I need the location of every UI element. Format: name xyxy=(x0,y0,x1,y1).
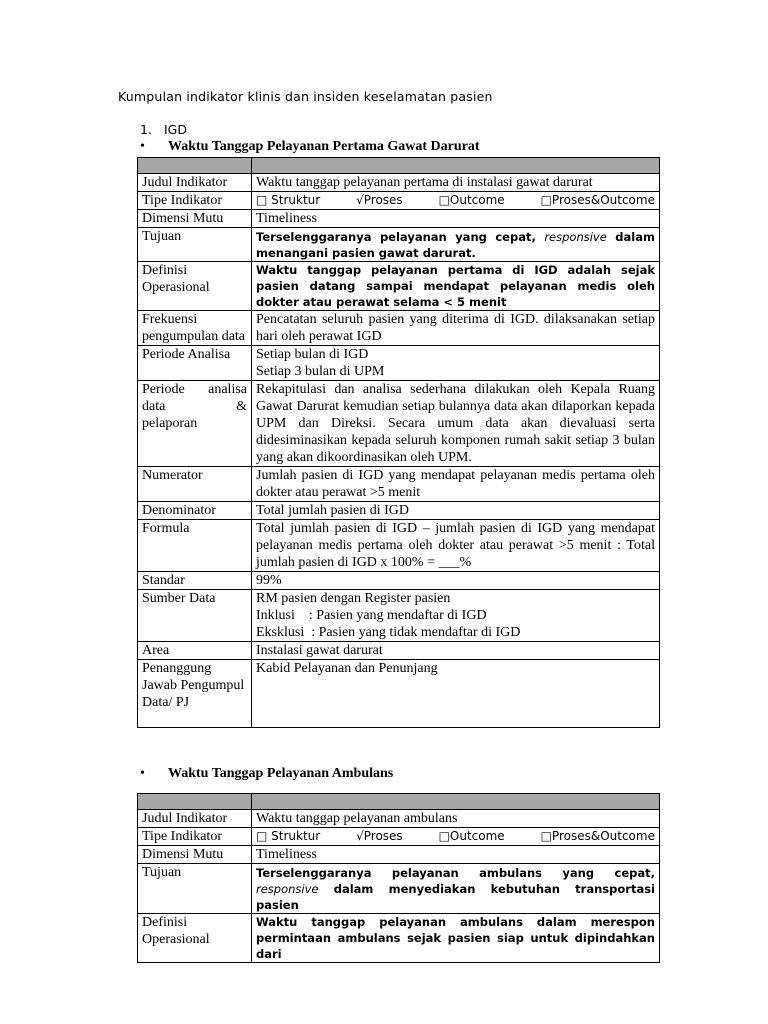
label-pelaporan: Periode analisa data & pelaporan xyxy=(138,381,252,467)
tipe-options xyxy=(256,192,655,209)
row-definisi xyxy=(138,262,660,311)
value-tujuan: Terselenggaranya pelayanan yang cepat, responsive dalam menangani pasien gawat darurat. xyxy=(252,228,660,262)
section-label: IGD xyxy=(164,122,187,137)
document-title: Kumpulan indikator klinis dan insiden keselamatan pasien xyxy=(118,89,493,104)
value-definisi: Waktu tanggap pelayanan pertama di IGD adalah sejak pasien datang sampai mendapat pelayanan medis oleh dokter atau perawat selama < 5 menit xyxy=(252,262,660,311)
row-definisi xyxy=(138,914,660,963)
label-tujuan: Tujuan xyxy=(138,228,252,262)
label-tujuan: Tujuan xyxy=(138,864,252,914)
row-tipe xyxy=(138,192,660,210)
value-judul: Waktu tanggap pelayanan pertama di instalasi gawat darurat xyxy=(252,174,660,192)
value-definisi: Waktu tanggap pelayanan ambulans dalam merespon permintaan ambulans sejak pasien siap untuk dipindahkan dari xyxy=(252,914,660,963)
indicator-heading-1 xyxy=(140,139,480,155)
row-pj xyxy=(138,660,660,728)
row-numerator xyxy=(138,467,660,502)
label-definisi: Definisi Operasional xyxy=(138,914,252,963)
value-pelaporan: Rekapitulasi dan analisa sederhana dilakukan oleh Kepala Ruang Gawat Darurat kemudian setiap bulannya data akan dilaporkan kepada UPM dan Direksi. Secara umum data akan dievaluasi serta didesiminasikan kepada seluruh komponen rumah sakit setiap 3 bulan yang akan dikoordinasikan oleh UPM. xyxy=(252,381,660,467)
row-tujuan xyxy=(138,228,660,262)
row-tujuan xyxy=(138,864,660,914)
option-proses-outcome: □Proses&Outcome xyxy=(540,829,655,843)
row-judul xyxy=(138,174,660,192)
value-pj: Kabid Pelayanan dan Penunjang xyxy=(252,660,660,728)
value-dimensi: Timeliness xyxy=(252,846,660,864)
label-standar: Standar xyxy=(138,572,252,590)
row-judul xyxy=(138,810,660,828)
value-denominator: Total jumlah pasien di IGD xyxy=(252,502,660,520)
option-outcome: □Outcome xyxy=(438,193,505,207)
bullet-icon: • xyxy=(140,766,145,781)
row-tipe xyxy=(138,828,660,846)
value-dimensi: Timeliness xyxy=(252,210,660,228)
indicator-heading-2 xyxy=(140,766,393,782)
label-tipe: Tipe Indikator xyxy=(138,192,252,210)
value-area: Instalasi gawat darurat xyxy=(252,642,660,660)
row-formula xyxy=(138,520,660,572)
option-outcome: □Outcome xyxy=(438,829,505,843)
row-dimensi xyxy=(138,210,660,228)
option-struktur: □ Struktur xyxy=(256,829,321,843)
value-standar: 99% xyxy=(252,572,660,590)
option-proses-outcome: □Proses&Outcome xyxy=(540,193,655,207)
row-periode xyxy=(138,346,660,381)
value-numerator: Jumlah pasien di IGD yang mendapat pelayanan medis pertama oleh dokter atau perawat >5 menit xyxy=(252,467,660,502)
indicator-heading-text: Waktu Tanggap Pelayanan Pertama Gawat Darurat xyxy=(168,139,480,154)
value-frekuensi: Pencatatan seluruh pasien yang diterima di IGD. dilaksanakan setiap hari oleh perawat IGD xyxy=(252,311,660,346)
bullet-icon: • xyxy=(140,139,145,154)
row-area xyxy=(138,642,660,660)
value-judul: Waktu tanggap pelayanan ambulans xyxy=(252,810,660,828)
indicator-table-2 xyxy=(137,793,660,963)
indicator-heading-text: Waktu Tanggap Pelayanan Ambulans xyxy=(168,766,394,781)
option-proses: √Proses xyxy=(356,193,403,207)
label-dimensi: Dimensi Mutu xyxy=(138,846,252,864)
label-periode: Periode Analisa xyxy=(138,346,252,381)
row-pelaporan xyxy=(138,381,660,467)
row-standar xyxy=(138,572,660,590)
label-definisi: Definisi Operasional xyxy=(138,262,252,311)
label-denominator: Denominator xyxy=(138,502,252,520)
periode-line-1: Setiap bulan di IGD xyxy=(256,347,369,362)
value-formula: Total jumlah pasien di IGD – jumlah pasien di IGD yang mendapat pelayanan medis pertama oleh dokter atau perawat >5 menit : Total jumlah pasien di IGD x 100% = ___% xyxy=(252,520,660,572)
value-sumber: RM pasien dengan Register pasien Inklusi : Pasien yang mendaftar di IGD Eksklusi : Pasien yang tidak mendaftar di IGD xyxy=(252,590,660,642)
row-denominator xyxy=(138,502,660,520)
label-formula: Formula xyxy=(138,520,252,572)
label-tipe: Tipe Indikator xyxy=(138,828,252,846)
label-frekuensi: Frekuensi pengumpulan data xyxy=(138,311,252,346)
label-pj: Penanggung Jawab Pengumpul Data/ PJ xyxy=(138,660,252,728)
label-numerator: Numerator xyxy=(138,467,252,502)
section-number: 1. xyxy=(140,122,152,137)
numbered-section xyxy=(140,122,187,137)
indicator-table-1 xyxy=(137,157,660,728)
label-sumber: Sumber Data xyxy=(138,590,252,642)
table-header-row xyxy=(138,158,660,174)
label-judul: Judul Indikator xyxy=(138,174,252,192)
label-judul: Judul Indikator xyxy=(138,810,252,828)
row-dimensi xyxy=(138,846,660,864)
option-struktur: □ Struktur xyxy=(256,193,321,207)
label-area: Area xyxy=(138,642,252,660)
value-periode xyxy=(252,346,660,381)
row-frekuensi xyxy=(138,311,660,346)
option-proses: √Proses xyxy=(356,829,403,843)
label-dimensi: Dimensi Mutu xyxy=(138,210,252,228)
table-header-row xyxy=(138,794,660,810)
row-sumber xyxy=(138,590,660,642)
value-tujuan: Terselenggaranya pelayanan ambulans yang cepat, responsive dalam menyediakan kebutuhan transportasi pasien xyxy=(252,864,660,914)
periode-line-2: Setiap 3 bulan di UPM xyxy=(256,364,385,379)
tipe-options xyxy=(256,828,655,845)
